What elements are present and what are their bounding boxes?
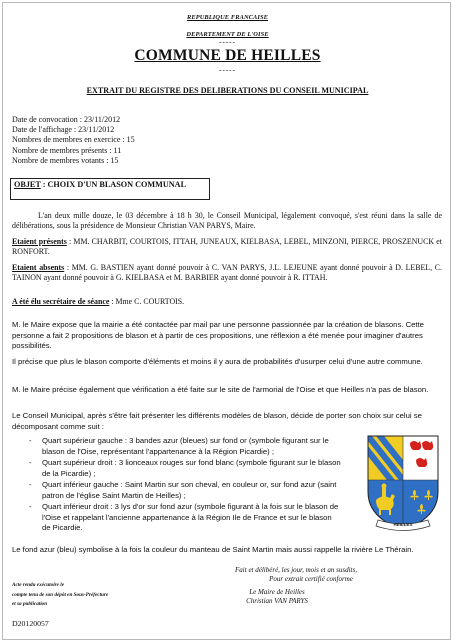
members-voting: Nombre de membres votants : 15 <box>12 155 119 165</box>
members-in-office: Nombres de membres en exercice : 15 <box>12 135 135 145</box>
secretaire-text: : Mme C. COURTOIS. <box>109 297 185 306</box>
crest-ribbon-label: HEILLES <box>393 522 413 527</box>
paragraph-expose: M. le Maire expose que la mairie a été contactée par mail par une personne passionnée par la création de blasons. Cette personne a fait 2 propositions de blason et à partir de ces propositions, une réflexion a été menée pour imaginer d'autres possibilités. <box>12 320 424 351</box>
paragraph-precise: Il précise que plus le blason comporte d'éléments et moins il y aura de probabilités d'usurper celui d'une autre commune. <box>12 357 423 366</box>
maire-name: Christian VAN PARYS <box>246 597 308 605</box>
heilles-coat-of-arms <box>364 434 442 534</box>
absents-text: : MM. G. BASTIEN ayant donné pouvoir à C. VAN PARYS, J.L. LEJEUNE ayant donné pouvoir à D. LEBEL, C. TAINON ayant donné pouvoir à G. KIELBASA et M. BARBIER ayant donné pouvoir à R. ITTAH. <box>12 263 443 283</box>
presents-label: Etaient présents <box>12 237 67 246</box>
acte-line-3: et sa publication <box>12 601 48 607</box>
secretaire-label: A été élu secrétaire de séance <box>12 297 110 306</box>
fait-line: Fait et délibéré, les jour, mois et an susdits, <box>235 566 357 574</box>
paragraph-decision: Le Conseil Municipal, après s'être fait présenter les différents modèles de blason, décide de porter son choix sur celui se décomposant comme suit : <box>12 411 422 431</box>
departement-heading: DEPARTEMENT DE L'OISE <box>186 31 269 38</box>
extrait-heading: EXTRAIT DU REGISTRE DES DELIBERATIONS DU CONSEIL MUNICIPAL <box>86 86 369 95</box>
quarter-top-left: - Quart supérieur gauche : 3 bandes azur (bleues) sur fond or (symbole figurant sur le blason de l'Oise, représentant l'appartenance à la Région Picardie) ; <box>42 436 342 458</box>
objet-label: OBJET <box>14 180 41 189</box>
presents-text: : MM. CHARBIT, COURTOIS, ITTAH, JUNEAUX, KIELBASA, LEBEL, MINZONI, PIERCE, PROSZENUCK et RONFORT. <box>12 237 442 257</box>
preamble-paragraph: L'an deux mille douze, le 03 décembre à 18 h 30, le Conseil Municipal, légalement convoqué, s'est réuni dans la salle de délibérations, sous la présidence de Monsieur Christian VAN PARYS, Maire. <box>12 211 442 231</box>
absents-paragraph <box>12 263 442 283</box>
quarter-bottom-right: - Quart inférieur droit : 3 lys d'or sur fond azur (symbole figurant à la fois sur le blason de l'Oise et rappelant l'ancienne appartenance à la Région Ile de France et sur le blason de Picardie. <box>42 502 342 534</box>
acte-line-2: compte tenu de son dépôt en Sous-Préfecture <box>12 591 109 598</box>
closing-paragraph: Le fond azur (bleu) symbolise à la fois la couleur du manteau de Saint Martin mais aussi rappelle la rivière Le Thérain. <box>12 545 414 554</box>
commune-title: COMMUNE DE HEILLES <box>134 47 321 64</box>
pour-extrait-line: Pour extrait certifié conforme <box>269 575 353 583</box>
quarter-bottom-left: - Quart inférieur gauche : Saint Martin sur son cheval, en couleur or, sur fond azur (saint patron de l'église Saint Martin de Heilles) ; <box>42 480 342 502</box>
republique-heading: REPUBLIQUE FRANCAISE <box>186 14 269 21</box>
maire-signature <box>192 588 362 606</box>
presents-paragraph <box>12 237 442 257</box>
affichage-date: Date de l'affichage : 23/11/2012 <box>12 125 115 135</box>
absents-label: Etaient absents <box>12 263 65 272</box>
members-present: Nombre de membres présents : 11 <box>12 145 122 155</box>
separator-dashes-2: ----- <box>219 66 236 74</box>
convocation-date: Date de convocation : 23/11/2012 <box>12 115 121 124</box>
document-number: D20120057 <box>12 619 49 628</box>
objet-text: : CHOIX D'UN BLASON COMMUNAL <box>40 180 187 189</box>
acte-executoire <box>12 581 108 610</box>
meeting-info <box>12 115 135 166</box>
signature-block <box>176 566 416 584</box>
paragraph-verification: M. le Maire précise également que vérification a été faite sur le site de l'armorial de l'Oise et que Heilles n'a pas de blason. <box>12 385 429 394</box>
quarter-top-right: - Quart supérieur droit : 3 lionceaux rouges sur fond blanc (symbole figurant sur le blason de la Picardie) ; <box>42 458 342 480</box>
secretaire-paragraph <box>12 297 442 307</box>
separator-dashes: ----- <box>219 38 236 46</box>
acte-line-1: Acte rendu exécutoire le <box>12 582 65 588</box>
objet-line <box>14 180 186 189</box>
maire-title: Le Maire de Heilles <box>249 588 305 596</box>
quarters-list <box>42 436 342 534</box>
